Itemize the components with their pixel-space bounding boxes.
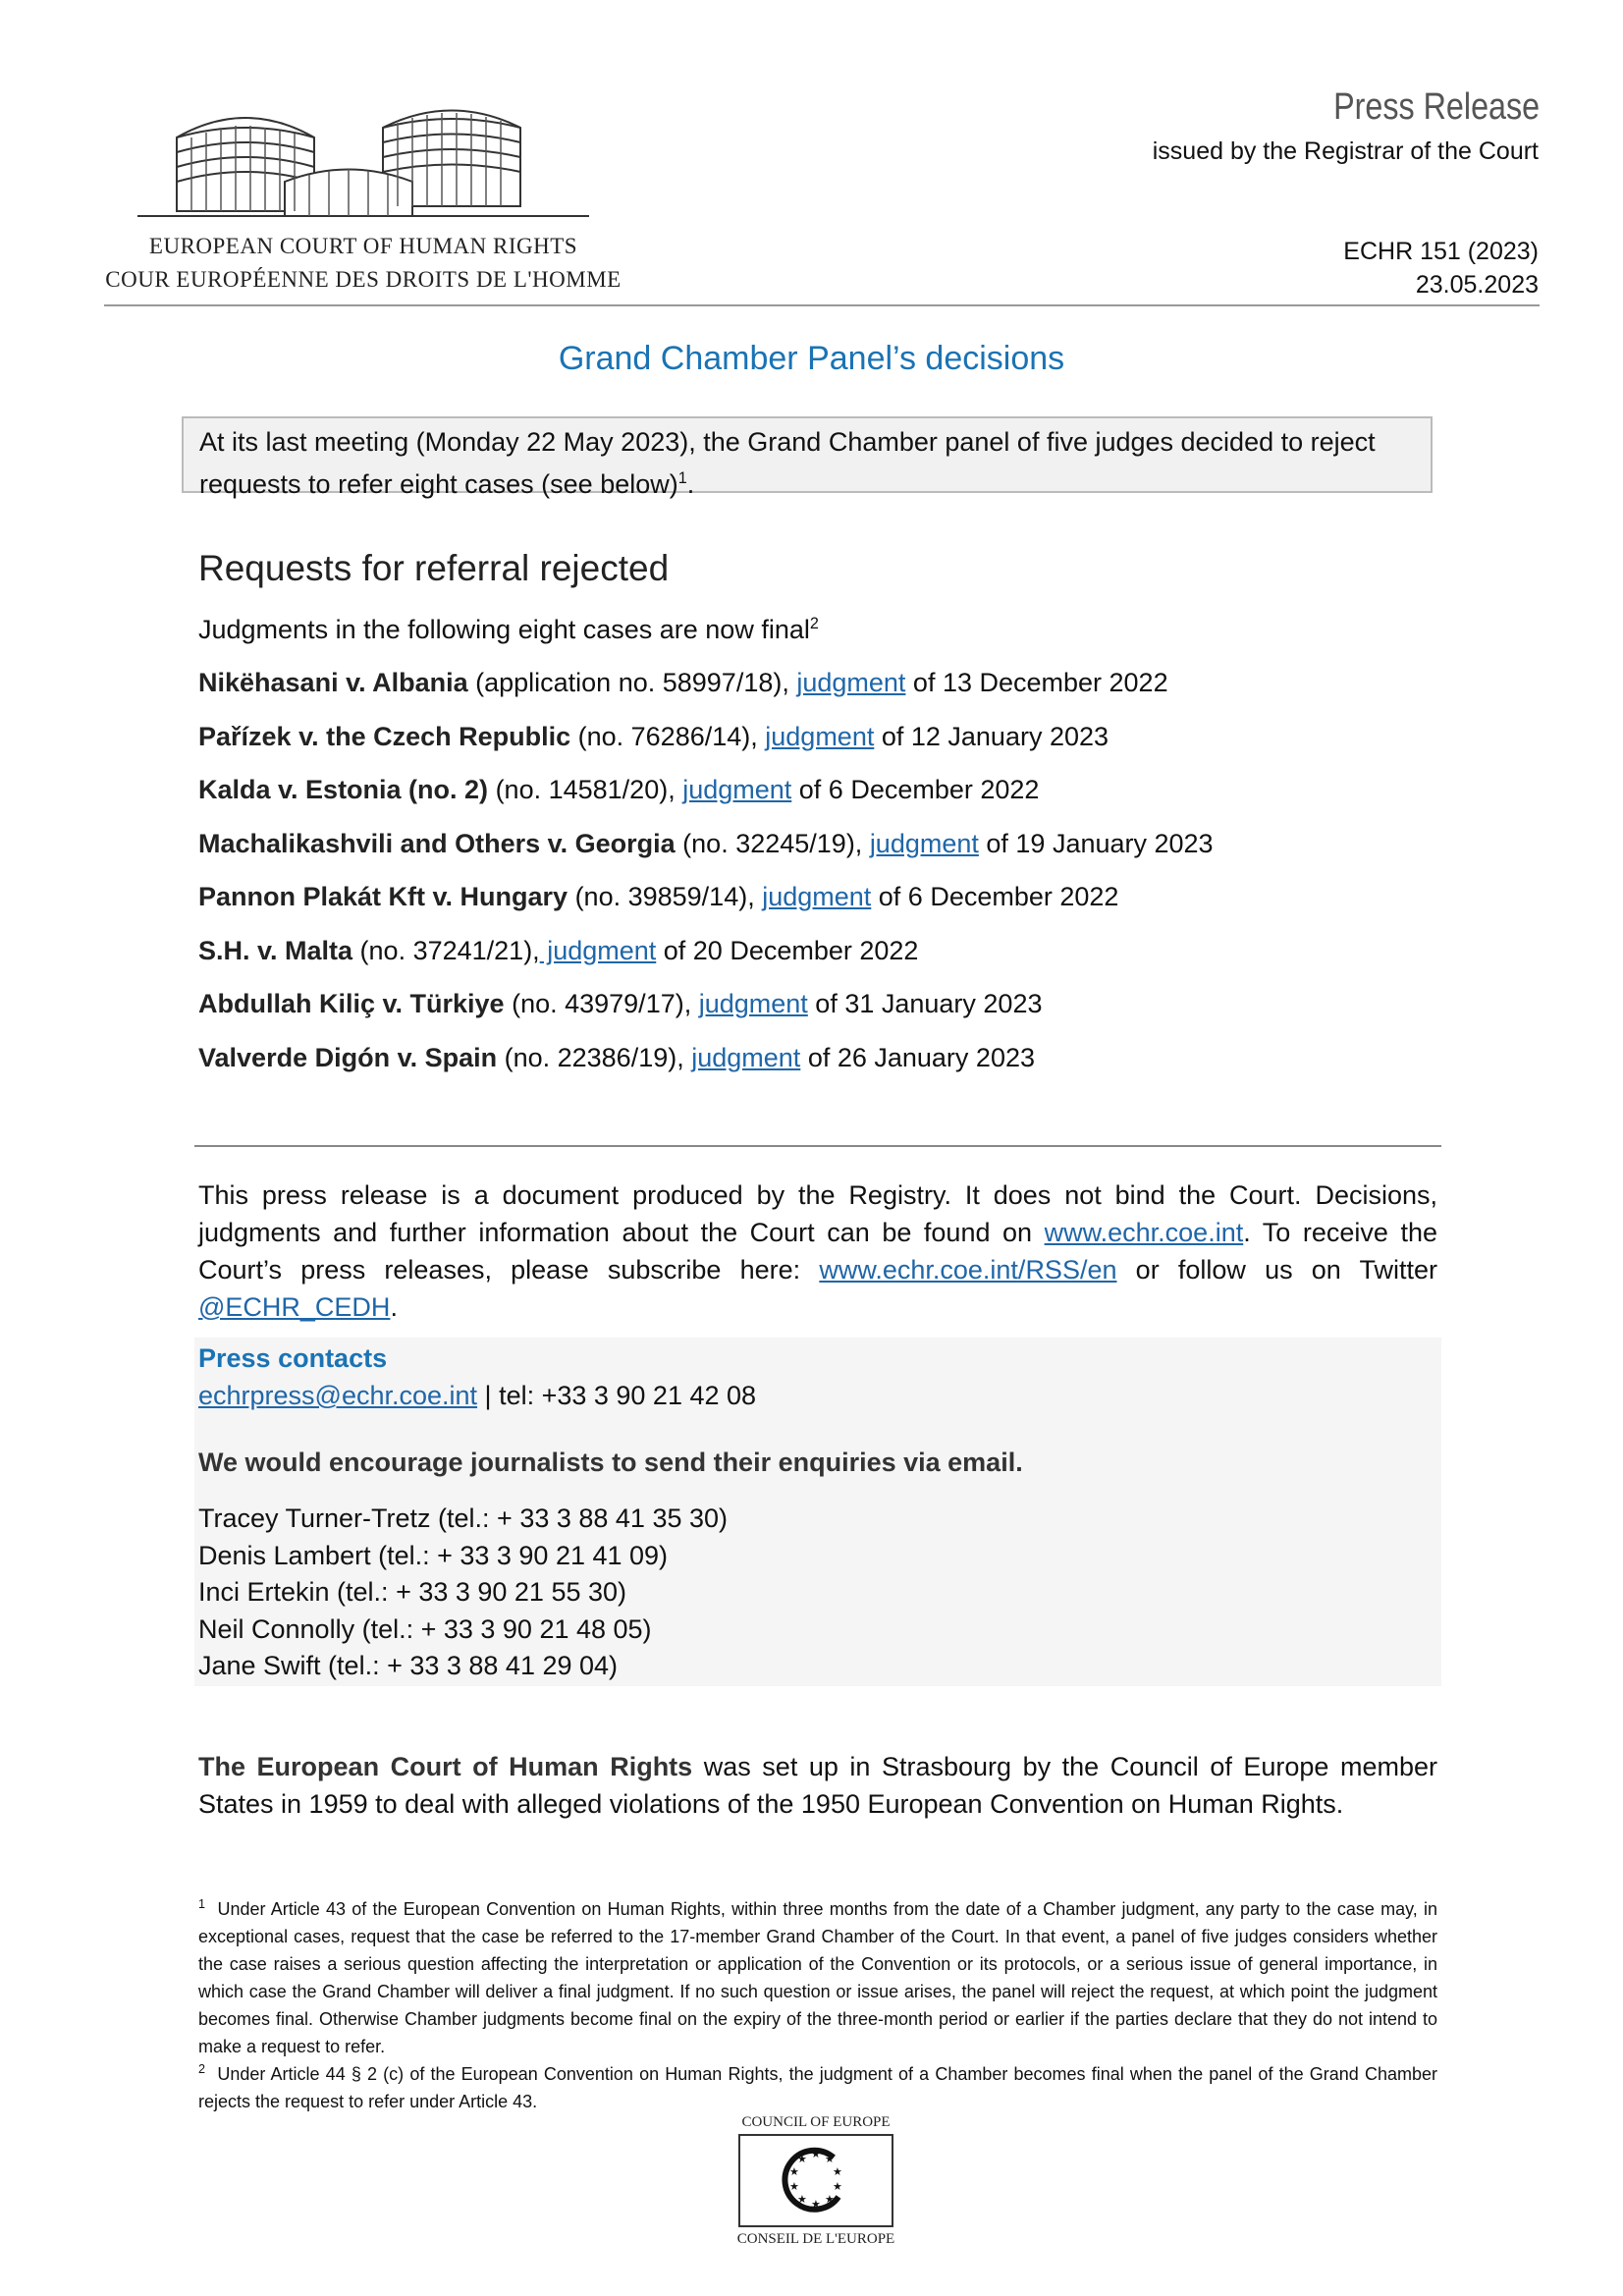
case-item	[198, 1043, 1035, 1073]
release-date: 23.05.2023	[1415, 271, 1539, 299]
svg-text:★: ★	[833, 2165, 842, 2178]
coe-name-fr: CONSEIL DE L'EUROPE	[736, 2231, 895, 2247]
about-court	[198, 1748, 1437, 1823]
press-release-label: Press Release	[1332, 86, 1540, 128]
case-date: of 6 December 2022	[871, 882, 1119, 911]
content-divider	[194, 1145, 1441, 1147]
council-of-europe-logo	[738, 2134, 893, 2227]
coe-name-en: COUNCIL OF EUROPE	[741, 2114, 891, 2130]
summary-text: At its last meeting (Monday 22 May 2023), the Grand Chamber panel of five judges decided to reject requests to refer eight cases (see below)	[199, 427, 1376, 499]
case-item	[198, 989, 1042, 1019]
page-title: Grand Chamber Panel’s decisions	[558, 340, 1065, 377]
footnote-2-text: Under Article 44 § 2 (c) of the European Convention on Human Rights, the judgment of a Chamber becomes final when the panel of the Grand Chamber rejects the request to refer under Article 43.	[198, 2064, 1437, 2111]
disclaimer-text-2: . To receive the Court’s press releases, please subscribe here:	[198, 1218, 1437, 1285]
case-date: of 6 December 2022	[791, 775, 1040, 804]
case-name: Nikëhasani v. Albania	[198, 668, 468, 697]
contact-person: Tracey Turner-Tretz (tel.: + 33 3 88 41 35 30)	[198, 1503, 728, 1533]
svg-text:★: ★	[789, 2180, 799, 2193]
case-item	[198, 775, 1039, 805]
footnote-ref-1[interactable]: 1	[677, 469, 687, 487]
judgment-link[interactable]: judgment	[682, 775, 792, 804]
about-court-text: was set up in Strasbourg by the Council of Europe member States in 1959 to deal with alleged violations of the 1950 European Convention on Human Rights.	[198, 1752, 1437, 1819]
case-application: (no. 14581/20),	[488, 775, 683, 804]
summary-end: .	[686, 469, 695, 499]
summary-box	[182, 416, 1433, 499]
case-date: of 31 January 2023	[807, 989, 1043, 1018]
case-date: of 19 January 2023	[978, 828, 1214, 858]
case-application: (no. 22386/19),	[497, 1042, 692, 1072]
judgment-link[interactable]: judgment	[796, 668, 906, 697]
svg-text:★: ★	[811, 2198, 821, 2211]
contact-person: Neil Connolly (tel.: + 33 3 90 21 48 05)	[198, 1613, 652, 1644]
svg-text:★: ★	[797, 2193, 807, 2206]
release-reference: ECHR 151 (2023)	[1343, 238, 1539, 265]
judgment-link[interactable]: judgment	[762, 882, 872, 911]
case-name: Abdullah Kiliç v. Türkiye	[198, 989, 505, 1018]
footnote-2	[198, 2055, 1437, 2115]
svg-text:★: ★	[789, 2165, 799, 2178]
court-name-en: EUROPEAN COURT OF HUMAN RIGHTS	[148, 234, 578, 258]
rss-link[interactable]: www.echr.coe.int/RSS/en	[819, 1255, 1117, 1285]
press-contacts-title: Press contacts	[198, 1343, 388, 1373]
judgment-link[interactable]: judgment	[691, 1042, 801, 1072]
judgment-link[interactable]: judgment	[869, 828, 979, 858]
court-name-fr: COUR EUROPÉENNE DES DROITS DE L'HOMME	[105, 267, 622, 292]
case-item	[198, 936, 918, 966]
case-name: Machalikashvili and Others v. Georgia	[198, 828, 676, 858]
section-intro	[198, 615, 819, 645]
footnote-1	[198, 1890, 1437, 2060]
press-email-link[interactable]: echrpress@echr.coe.int	[198, 1381, 478, 1410]
svg-text:★: ★	[811, 2148, 821, 2160]
case-name: Pannon Plakát Kft v. Hungary	[198, 882, 568, 911]
about-court-bold: The European Court of Human Rights	[198, 1752, 693, 1781]
case-date: of 26 January 2023	[800, 1042, 1035, 1072]
case-application: (application no. 58997/18),	[467, 668, 797, 697]
contact-person: Denis Lambert (tel.: + 33 3 90 21 41 09)	[198, 1540, 669, 1570]
case-item	[198, 668, 1168, 698]
case-name: Valverde Digón v. Spain	[198, 1042, 498, 1072]
disclaimer	[198, 1176, 1437, 1326]
press-phone: | tel: +33 3 90 21 42 08	[477, 1381, 757, 1410]
disclaimer-text-3: or follow us on Twitter	[1116, 1255, 1437, 1285]
case-item	[198, 722, 1109, 752]
svg-text:★: ★	[797, 2153, 807, 2165]
coe-stars-icon	[740, 2136, 892, 2225]
svg-text:★: ★	[833, 2180, 842, 2193]
encourage-note: We would encourage journalists to send their enquiries via email.	[198, 1448, 1023, 1477]
case-date: of 20 December 2022	[656, 935, 919, 965]
disclaimer-text-4: .	[390, 1292, 398, 1322]
case-item	[198, 882, 1118, 912]
case-name: Pařízek v. the Czech Republic	[198, 721, 571, 751]
footnote-1-mark: 1	[198, 1897, 206, 1911]
case-application: (no. 76286/14),	[570, 721, 766, 751]
press-contact-line	[198, 1381, 756, 1411]
issued-by: issued by the Registrar of the Court	[1152, 137, 1539, 165]
judgment-link[interactable]: judgment	[539, 935, 657, 965]
case-date: of 13 December 2022	[905, 668, 1168, 697]
contact-people	[198, 1501, 728, 1685]
echr-website-link[interactable]: www.echr.coe.int	[1044, 1218, 1244, 1247]
contact-person: Jane Swift (tel.: + 33 3 88 41 29 04)	[198, 1651, 619, 1680]
case-name: S.H. v. Malta	[198, 935, 353, 965]
svg-text:★: ★	[825, 2153, 835, 2165]
header-divider	[104, 304, 1540, 306]
disclaimer-text-1: This press release is a document produced by the Registry. It does not bind the Court. Decisions, judgments and further information about the Court can be found on	[198, 1180, 1437, 1247]
section-title: Requests for referral rejected	[198, 548, 670, 588]
case-application: (no. 32245/19),	[675, 828, 870, 858]
judgment-link[interactable]: judgment	[765, 721, 875, 751]
svg-text:★: ★	[825, 2193, 835, 2206]
court-building-logo	[98, 98, 628, 226]
judgment-link[interactable]: judgment	[698, 989, 808, 1018]
footnote-2-mark: 2	[198, 2062, 206, 2076]
contact-person: Inci Ertekin (tel.: + 33 3 90 21 55 30)	[198, 1577, 627, 1607]
footnote-ref-2[interactable]: 2	[809, 615, 819, 632]
case-item	[198, 829, 1214, 859]
case-application: (no. 39859/14),	[568, 882, 763, 911]
case-application: (no. 43979/17),	[504, 989, 699, 1018]
case-date: of 12 January 2023	[874, 721, 1109, 751]
section-intro-text: Judgments in the following eight cases are now final	[198, 615, 810, 644]
footnote-1-text: Under Article 43 of the European Convention on Human Rights, within three months from the date of a Chamber judgment, any party to the case may, in exceptional cases, request that the case be referred to the 17-member Grand Chamber of the Court. In that event, a panel of five judges considers whether the case raises a serious question affecting the interpretation or application of the Convention or its protocols, or a serious issue of general importance, in which case the Grand Chamber will deliver a final judgment. If no such question or issue arises, the panel will reject the request, at which point the judgment becomes final. Otherwise Chamber judgments become final on the expiry of the three-month period or earlier if the parties declare that they do not intend to make a request to refer.	[198, 1899, 1437, 2056]
case-name: Kalda v. Estonia (no. 2)	[198, 775, 489, 804]
case-application: (no. 37241/21),	[352, 935, 540, 965]
twitter-link[interactable]: @ECHR_CEDH	[198, 1292, 391, 1322]
